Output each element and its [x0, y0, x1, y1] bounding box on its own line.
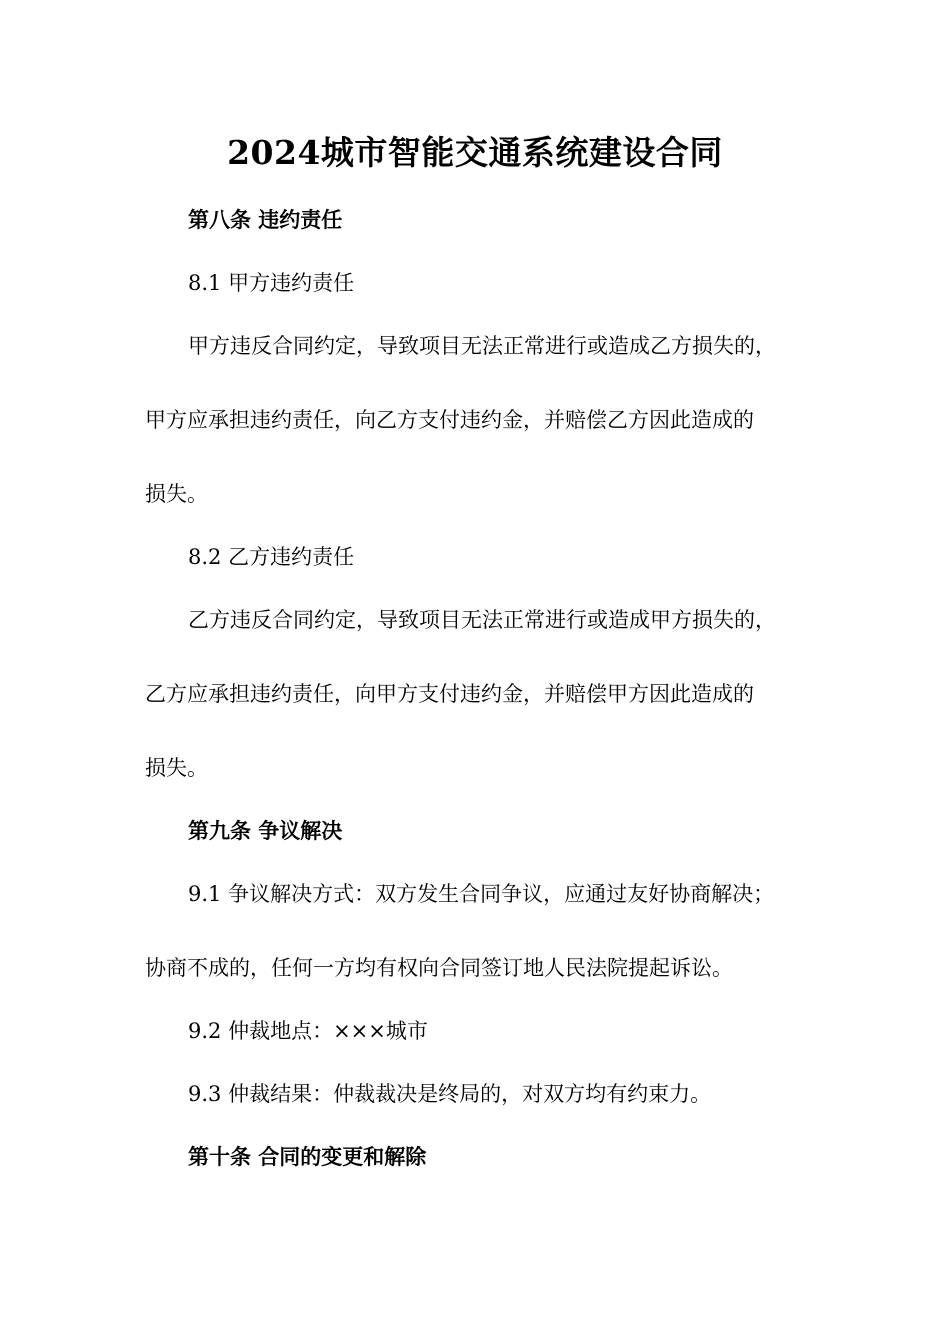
clause-8-2-line-2: 乙方应承担违约责任，向甲方支付违约金，并赔偿甲方因此造成的 [145, 682, 754, 706]
clause-8-2-label: 8.2 乙方违约责任 [188, 545, 355, 569]
clause-9-3: 9.3 仲裁结果：仲裁裁决是终局的，对双方均有约束力。 [188, 1082, 712, 1106]
clause-9-1-line-2: 协商不成的，任何一方均有权向合同签订地人民法院提起诉讼。 [145, 956, 733, 980]
section-10-heading: 第十条 合同的变更和解除 [188, 1144, 427, 1169]
clause-8-2-line-3: 损失。 [145, 756, 208, 780]
clause-8-1-line-2: 甲方应承担违约责任，向乙方支付违约金，并赔偿乙方因此造成的 [145, 408, 754, 432]
clause-9-2: 9.2 仲裁地点：×××城市 [188, 1019, 428, 1043]
clause-8-1-line-3: 损失。 [145, 482, 208, 506]
document-title: 2024城市智能交通系统建设合同 [227, 133, 723, 172]
clause-8-2-line-1: 乙方违反合同约定，导致项目无法正常进行或造成甲方损失的， [188, 608, 776, 632]
section-9-heading: 第九条 争议解决 [188, 818, 343, 843]
section-8-heading: 第八条 违约责任 [188, 207, 343, 232]
clause-9-1-line-1: 9.1 争议解决方式：双方发生合同争议，应通过友好协商解决； [188, 882, 775, 906]
clause-8-1-label: 8.1 甲方违约责任 [188, 271, 355, 295]
clause-8-1-line-1: 甲方违反合同约定，导致项目无法正常进行或造成乙方损失的， [188, 334, 776, 358]
